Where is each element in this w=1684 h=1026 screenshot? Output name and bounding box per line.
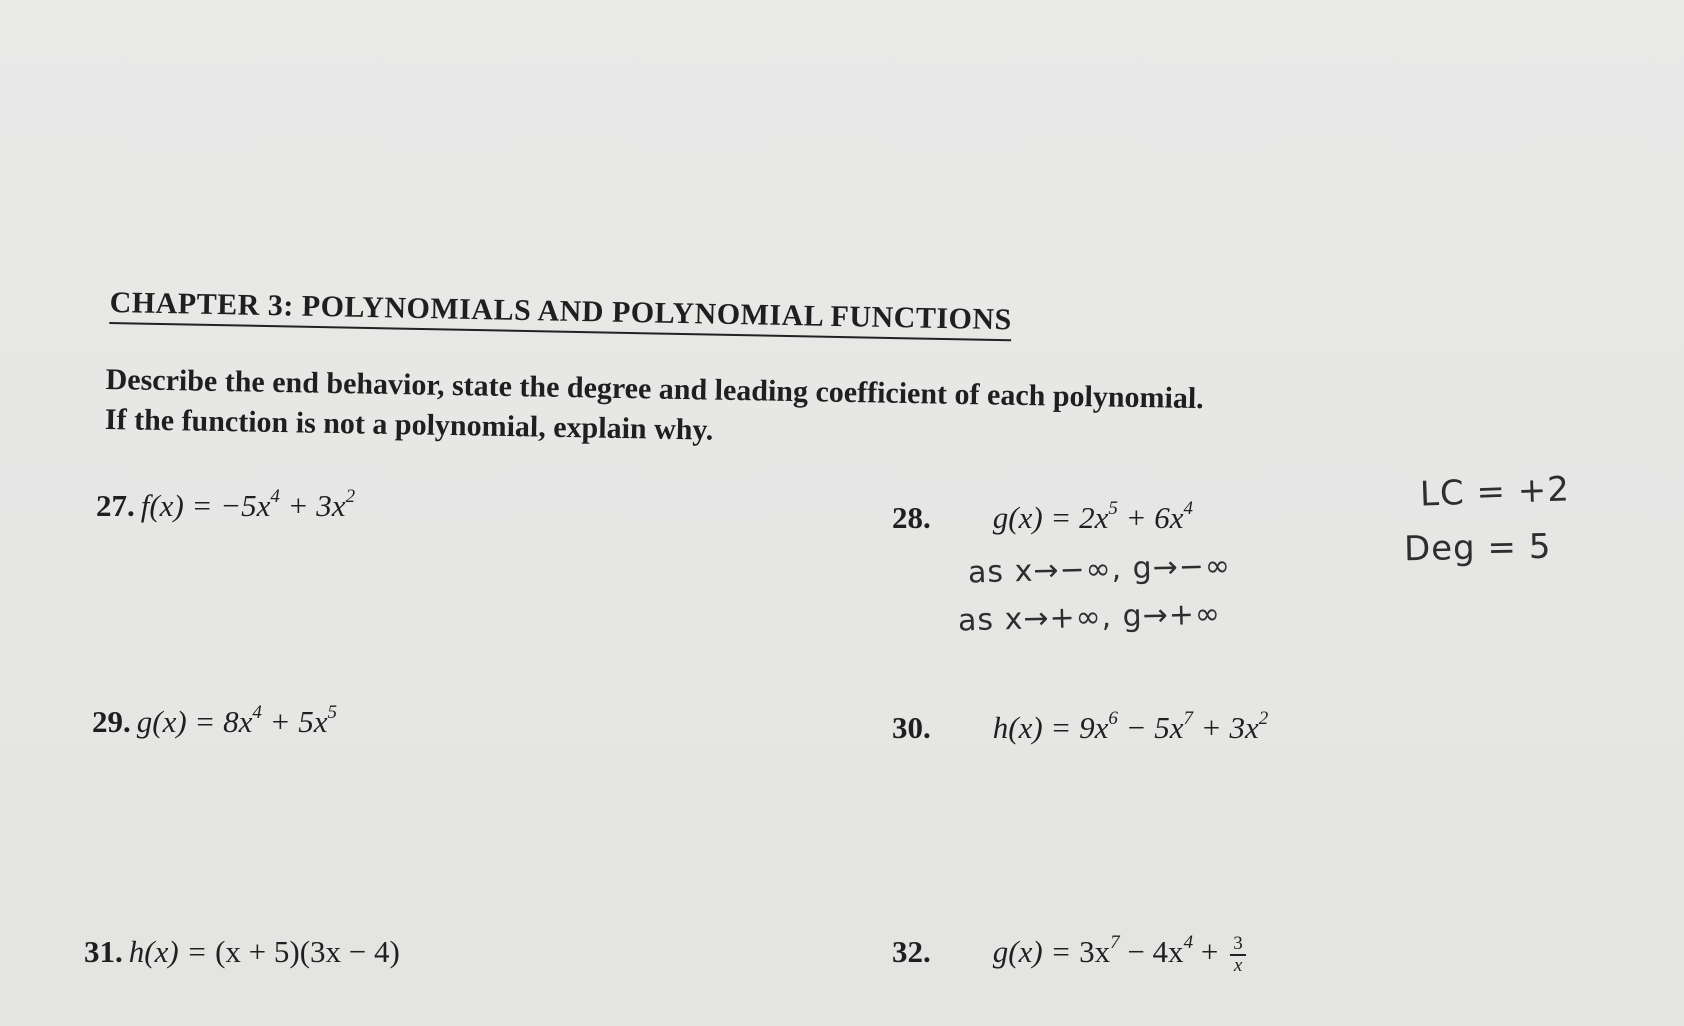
problem-number: 31. xyxy=(84,934,123,969)
page-title: CHAPTER 3: POLYNOMIALS AND POLYNOMIAL FUNCTIONS xyxy=(109,286,1012,337)
problem-32 xyxy=(892,934,1246,976)
polynomial-expression: $g(x) = 8x^4 + 5x^5$ xyxy=(136,702,338,739)
polynomial-expression: $g(x) = 3x^7 - 4x^4$ + $\frac{3}{x}$ xyxy=(993,934,1246,969)
problem-number: 28. xyxy=(892,500,931,535)
problem-31 xyxy=(84,934,400,970)
handwritten-end-behavior-right: as x→+∞, g→+∞ xyxy=(957,596,1222,639)
polynomial-expression: $g(x) = 2x^5 + 6x^4$ xyxy=(992,498,1194,535)
problem-28 xyxy=(892,500,1193,536)
problem-number: 27. xyxy=(96,488,135,523)
handwritten-degree: Deg = 5 xyxy=(1403,526,1552,570)
fraction: $\frac{3}{x}$ xyxy=(1230,934,1246,976)
instructions-line-1: Describe the end behavior, state the degree and leading coefficient of each polynomial. xyxy=(105,362,1205,416)
polynomial-expression: $h(x) = 9x^6 - 5x^7 + 3x^2$ xyxy=(992,708,1269,745)
handwritten-end-behavior-left: as x→−∞, g→−∞ xyxy=(967,548,1232,591)
handwritten-leading-coefficient: LC = +2 xyxy=(1419,469,1571,515)
problem-number: 32. xyxy=(892,934,931,970)
polynomial-expression: h(x) = (x + 5)(3x − 4) xyxy=(128,934,400,969)
problem-29 xyxy=(92,704,337,740)
problem-27 xyxy=(96,488,355,524)
problem-30 xyxy=(892,710,1268,746)
polynomial-expression: $f(x) = -5x^4 + 3x^2$ xyxy=(140,486,356,523)
problem-number: 30. xyxy=(892,710,931,745)
instructions xyxy=(105,360,1204,459)
instructions-line-2: If the function is not a polynomial, explain why. xyxy=(104,402,714,447)
problem-number: 29. xyxy=(92,704,131,739)
